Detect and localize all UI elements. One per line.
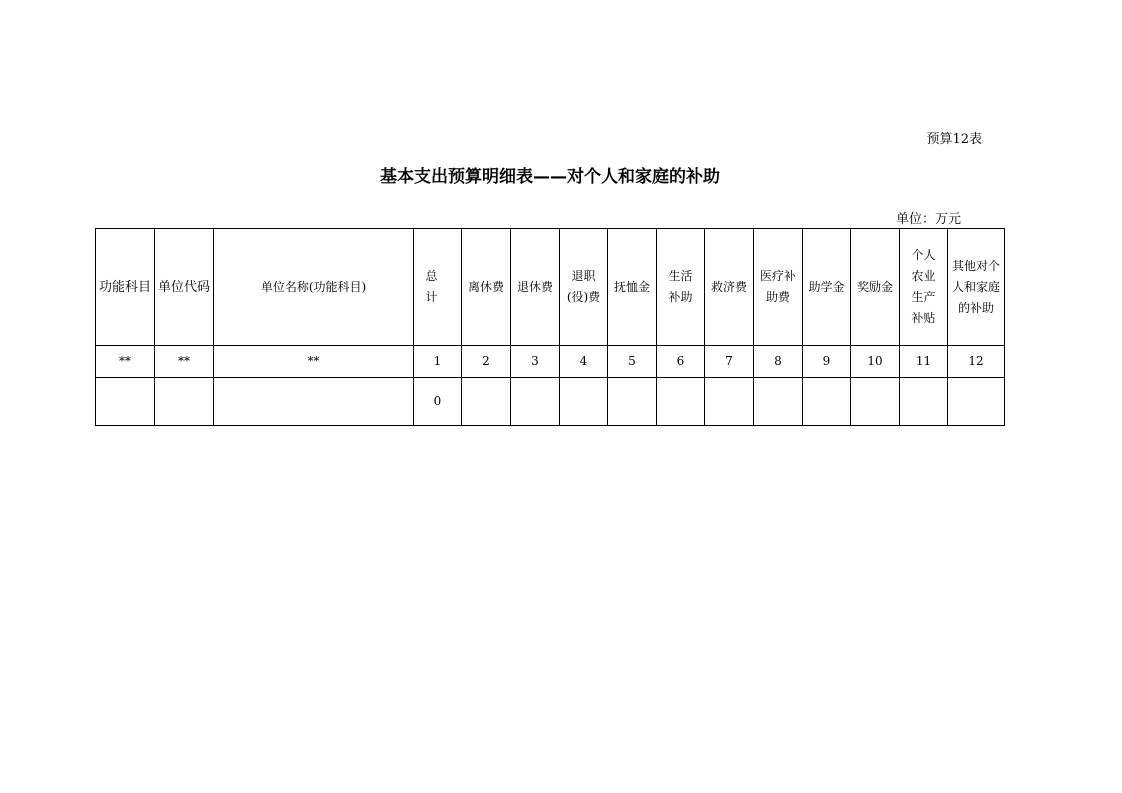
table-cell [96,378,155,426]
column-code: 9 [803,346,851,378]
column-code: 1 [414,346,462,378]
column-header-retirement-cadre: 离休费 [462,229,511,346]
table-cell [851,378,900,426]
table-cell [705,378,754,426]
column-code: ** [96,346,155,378]
column-header-unit-code: 单位代码 [155,229,214,346]
table-row [96,378,1005,426]
column-code: 12 [948,346,1005,378]
column-code: 4 [560,346,608,378]
column-header-retirement: 退休费 [511,229,560,346]
budget-table [95,228,1005,426]
table-cell [948,378,1005,426]
column-header-function-subject: 功能科目 [96,229,155,346]
column-code: 3 [511,346,560,378]
total-cell: 0 [414,378,462,426]
table-cell [900,378,948,426]
table-cell [214,378,414,426]
column-header-other-subsidy: 其他对个人和家庭的补助 [948,229,1005,346]
column-header-unit-name: 单位名称(功能科目) [214,229,414,346]
header-row [96,229,1005,346]
form-number: 预算12表 [926,132,982,147]
column-header-reward: 奖励金 [851,229,900,346]
column-header-scholarship: 助学金 [803,229,851,346]
column-header-relief: 救济费 [705,229,754,346]
column-code: 7 [705,346,754,378]
column-header-pension: 抚恤金 [608,229,657,346]
column-code: 6 [657,346,705,378]
column-code: 2 [462,346,511,378]
column-header-medical-subsidy: 医疗补助费 [754,229,803,346]
column-header-agri-subsidy: 个人农业生产补贴 [900,229,948,346]
table-cell [803,378,851,426]
table-cell [511,378,560,426]
table-cell [462,378,511,426]
column-header-total: 总计 [414,229,462,346]
column-code: 10 [851,346,900,378]
column-header-living-subsidy: 生活补助 [657,229,705,346]
table-cell [155,378,214,426]
table-cell [657,378,705,426]
page-title: 基本支出预算明细表——对个人和家庭的补助 [380,167,720,187]
table-cell [560,378,608,426]
table-cell [754,378,803,426]
table-cell [608,378,657,426]
column-code: 11 [900,346,948,378]
column-code: 8 [754,346,803,378]
column-code-row [96,346,1005,378]
column-code: ** [214,346,414,378]
column-code: 5 [608,346,657,378]
unit-label: 单位：万元 [895,212,961,227]
column-header-resignation: 退职(役)费 [560,229,608,346]
column-code: ** [155,346,214,378]
